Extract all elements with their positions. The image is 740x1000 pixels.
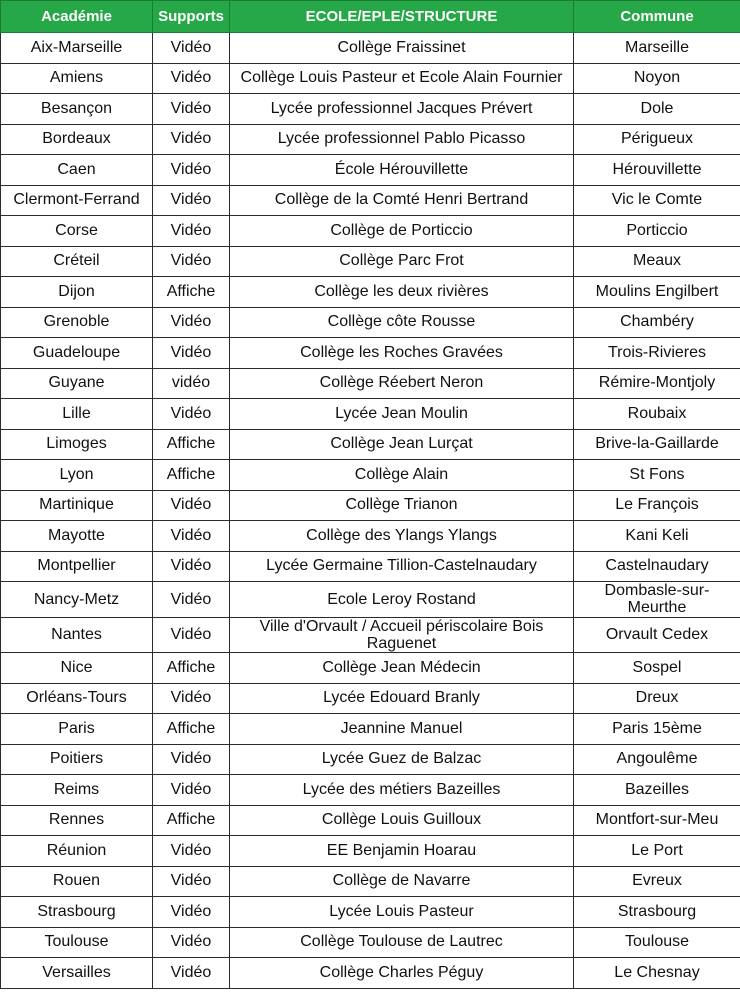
cell-commune: Castelnaudary	[574, 551, 740, 582]
cell-academie: Lille	[1, 399, 153, 430]
cell-academie: Paris	[1, 714, 153, 745]
cell-structure: Collège Louis Guilloux	[230, 805, 574, 836]
cell-support: Vidéo	[153, 216, 230, 247]
cell-commune: Meaux	[574, 246, 740, 277]
cell-academie: Montpellier	[1, 551, 153, 582]
cell-commune: Le Chesnay	[574, 958, 740, 989]
cell-structure: Collège Jean Lurçat	[230, 429, 574, 460]
cell-academie: Caen	[1, 155, 153, 186]
cell-structure: Collège Toulouse de Lautrec	[230, 927, 574, 958]
table-row	[1, 836, 740, 867]
cell-structure: Collège Parc Frot	[230, 246, 574, 277]
cell-commune: Bazeilles	[574, 775, 740, 806]
cell-academie: Orléans-Tours	[1, 683, 153, 714]
cell-support: Vidéo	[153, 927, 230, 958]
cell-structure: Collège de la Comté Henri Bertrand	[230, 185, 574, 216]
header-commune: Commune	[574, 1, 740, 33]
cell-commune: Rémire-Montjoly	[574, 368, 740, 399]
cell-support: Vidéo	[153, 744, 230, 775]
cell-support: Vidéo	[153, 683, 230, 714]
table-body	[1, 33, 740, 989]
cell-commune: Paris 15ème	[574, 714, 740, 745]
cell-support: Affiche	[153, 277, 230, 308]
cell-structure: Ville d'Orvault / Accueil périscolaire Bois Raguenet	[230, 617, 574, 653]
cell-commune: Brive-la-Gaillarde	[574, 429, 740, 460]
cell-academie: Bordeaux	[1, 124, 153, 155]
cell-structure: Lycée Germaine Tillion-Castelnaudary	[230, 551, 574, 582]
cell-commune: Angoulême	[574, 744, 740, 775]
cell-commune: Le François	[574, 490, 740, 521]
cell-support: Vidéo	[153, 551, 230, 582]
cell-commune: Moulins Engilbert	[574, 277, 740, 308]
cell-commune: Trois-Rivieres	[574, 338, 740, 369]
table-row	[1, 897, 740, 928]
cell-support: Vidéo	[153, 521, 230, 552]
table-row	[1, 155, 740, 186]
cell-commune: Roubaix	[574, 399, 740, 430]
header-academie: Académie	[1, 1, 153, 33]
cell-structure: Collège les deux rivières	[230, 277, 574, 308]
cell-academie: Corse	[1, 216, 153, 247]
cell-academie: Reims	[1, 775, 153, 806]
cell-structure: Lycée Edouard Branly	[230, 683, 574, 714]
cell-academie: Guadeloupe	[1, 338, 153, 369]
cell-academie: Dijon	[1, 277, 153, 308]
table-row	[1, 744, 740, 775]
cell-academie: Amiens	[1, 63, 153, 94]
cell-support: Vidéo	[153, 185, 230, 216]
cell-commune: Porticcio	[574, 216, 740, 247]
cell-structure: Collège Charles Péguy	[230, 958, 574, 989]
table-row	[1, 63, 740, 94]
table-row	[1, 338, 740, 369]
table-row	[1, 246, 740, 277]
cell-structure: Jeannine Manuel	[230, 714, 574, 745]
cell-support: Affiche	[153, 460, 230, 491]
cell-support: Affiche	[153, 805, 230, 836]
cell-structure: Lycée Guez de Balzac	[230, 744, 574, 775]
cell-commune: Le Port	[574, 836, 740, 867]
cell-academie: Besançon	[1, 94, 153, 125]
cell-structure: Collège Louis Pasteur et Ecole Alain Fournier	[230, 63, 574, 94]
cell-academie: Nancy-Metz	[1, 582, 153, 618]
table-row	[1, 94, 740, 125]
cell-structure: Lycée Jean Moulin	[230, 399, 574, 430]
cell-academie: Strasbourg	[1, 897, 153, 928]
cell-support: Vidéo	[153, 897, 230, 928]
cell-structure: Collège côte Rousse	[230, 307, 574, 338]
cell-academie: Clermont-Ferrand	[1, 185, 153, 216]
cell-academie: Nantes	[1, 617, 153, 653]
table-row	[1, 490, 740, 521]
table-row	[1, 958, 740, 989]
cell-support: Vidéo	[153, 246, 230, 277]
cell-commune: Dombasle-sur-Meurthe	[574, 582, 740, 618]
cell-commune: Hérouvillette	[574, 155, 740, 186]
table-row	[1, 460, 740, 491]
table-row	[1, 617, 740, 653]
cell-structure: Collège Réebert Neron	[230, 368, 574, 399]
cell-support: Vidéo	[153, 155, 230, 186]
cell-structure: Ecole Leroy Rostand	[230, 582, 574, 618]
cell-support: Affiche	[153, 653, 230, 684]
cell-commune: Montfort-sur-Meu	[574, 805, 740, 836]
table-row	[1, 429, 740, 460]
header-supports: Supports	[153, 1, 230, 33]
table-row	[1, 185, 740, 216]
table-row	[1, 368, 740, 399]
cell-commune: Dreux	[574, 683, 740, 714]
table-row	[1, 307, 740, 338]
cell-commune: Sospel	[574, 653, 740, 684]
header-structure: ECOLE/EPLE/STRUCTURE	[230, 1, 574, 33]
cell-support: Affiche	[153, 429, 230, 460]
cell-support: Vidéo	[153, 338, 230, 369]
cell-support: Affiche	[153, 714, 230, 745]
cell-commune: Vic le Comte	[574, 185, 740, 216]
table-row	[1, 582, 740, 618]
cell-academie: Poitiers	[1, 744, 153, 775]
table-row	[1, 866, 740, 897]
table-row	[1, 551, 740, 582]
cell-structure: Collège Jean Médecin	[230, 653, 574, 684]
cell-support: Vidéo	[153, 775, 230, 806]
cell-commune: Evreux	[574, 866, 740, 897]
cell-commune: Strasbourg	[574, 897, 740, 928]
cell-academie: Guyane	[1, 368, 153, 399]
table-row	[1, 683, 740, 714]
table-row	[1, 124, 740, 155]
table-row	[1, 775, 740, 806]
table-header	[1, 1, 740, 33]
cell-structure: Collège Trianon	[230, 490, 574, 521]
cell-academie: Grenoble	[1, 307, 153, 338]
cell-academie: Versailles	[1, 958, 153, 989]
cell-support: Vidéo	[153, 617, 230, 653]
cell-structure: Collège de Navarre	[230, 866, 574, 897]
cell-academie: Nice	[1, 653, 153, 684]
cell-structure: École Hérouvillette	[230, 155, 574, 186]
cell-commune: Kani Keli	[574, 521, 740, 552]
cell-commune: Dole	[574, 94, 740, 125]
cell-commune: Marseille	[574, 33, 740, 64]
cell-structure: Collège de Porticcio	[230, 216, 574, 247]
cell-support: Vidéo	[153, 866, 230, 897]
cell-structure: Collège Alain	[230, 460, 574, 491]
cell-support: Vidéo	[153, 490, 230, 521]
cell-structure: Lycée professionnel Jacques Prévert	[230, 94, 574, 125]
header-row	[1, 1, 740, 33]
cell-commune: St Fons	[574, 460, 740, 491]
cell-structure: Lycée professionnel Pablo Picasso	[230, 124, 574, 155]
table-row	[1, 33, 740, 64]
cell-support: Vidéo	[153, 582, 230, 618]
cell-structure: Collège Fraissinet	[230, 33, 574, 64]
cell-commune: Chambéry	[574, 307, 740, 338]
table-row	[1, 277, 740, 308]
cell-academie: Réunion	[1, 836, 153, 867]
table-row	[1, 927, 740, 958]
cell-commune: Toulouse	[574, 927, 740, 958]
cell-academie: Lyon	[1, 460, 153, 491]
cell-structure: EE Benjamin Hoarau	[230, 836, 574, 867]
table-row	[1, 399, 740, 430]
cell-structure: Collège des Ylangs Ylangs	[230, 521, 574, 552]
cell-support: Vidéo	[153, 307, 230, 338]
cell-academie: Créteil	[1, 246, 153, 277]
table-row	[1, 805, 740, 836]
cell-academie: Rennes	[1, 805, 153, 836]
cell-commune: Périgueux	[574, 124, 740, 155]
cell-support: vidéo	[153, 368, 230, 399]
cell-academie: Toulouse	[1, 927, 153, 958]
cell-support: Vidéo	[153, 33, 230, 64]
cell-academie: Limoges	[1, 429, 153, 460]
cell-structure: Collège les Roches Gravées	[230, 338, 574, 369]
cell-structure: Lycée des métiers Bazeilles	[230, 775, 574, 806]
table-row	[1, 714, 740, 745]
cell-commune: Noyon	[574, 63, 740, 94]
cell-support: Vidéo	[153, 63, 230, 94]
cell-support: Vidéo	[153, 836, 230, 867]
cell-support: Vidéo	[153, 399, 230, 430]
cell-academie: Aix-Marseille	[1, 33, 153, 64]
table-row	[1, 653, 740, 684]
cell-support: Vidéo	[153, 94, 230, 125]
table-row	[1, 216, 740, 247]
cell-academie: Martinique	[1, 490, 153, 521]
cell-support: Vidéo	[153, 124, 230, 155]
cell-academie: Mayotte	[1, 521, 153, 552]
table-row	[1, 521, 740, 552]
cell-academie: Rouen	[1, 866, 153, 897]
cell-commune: Orvault Cedex	[574, 617, 740, 653]
cell-support: Vidéo	[153, 958, 230, 989]
cell-structure: Lycée Louis Pasteur	[230, 897, 574, 928]
